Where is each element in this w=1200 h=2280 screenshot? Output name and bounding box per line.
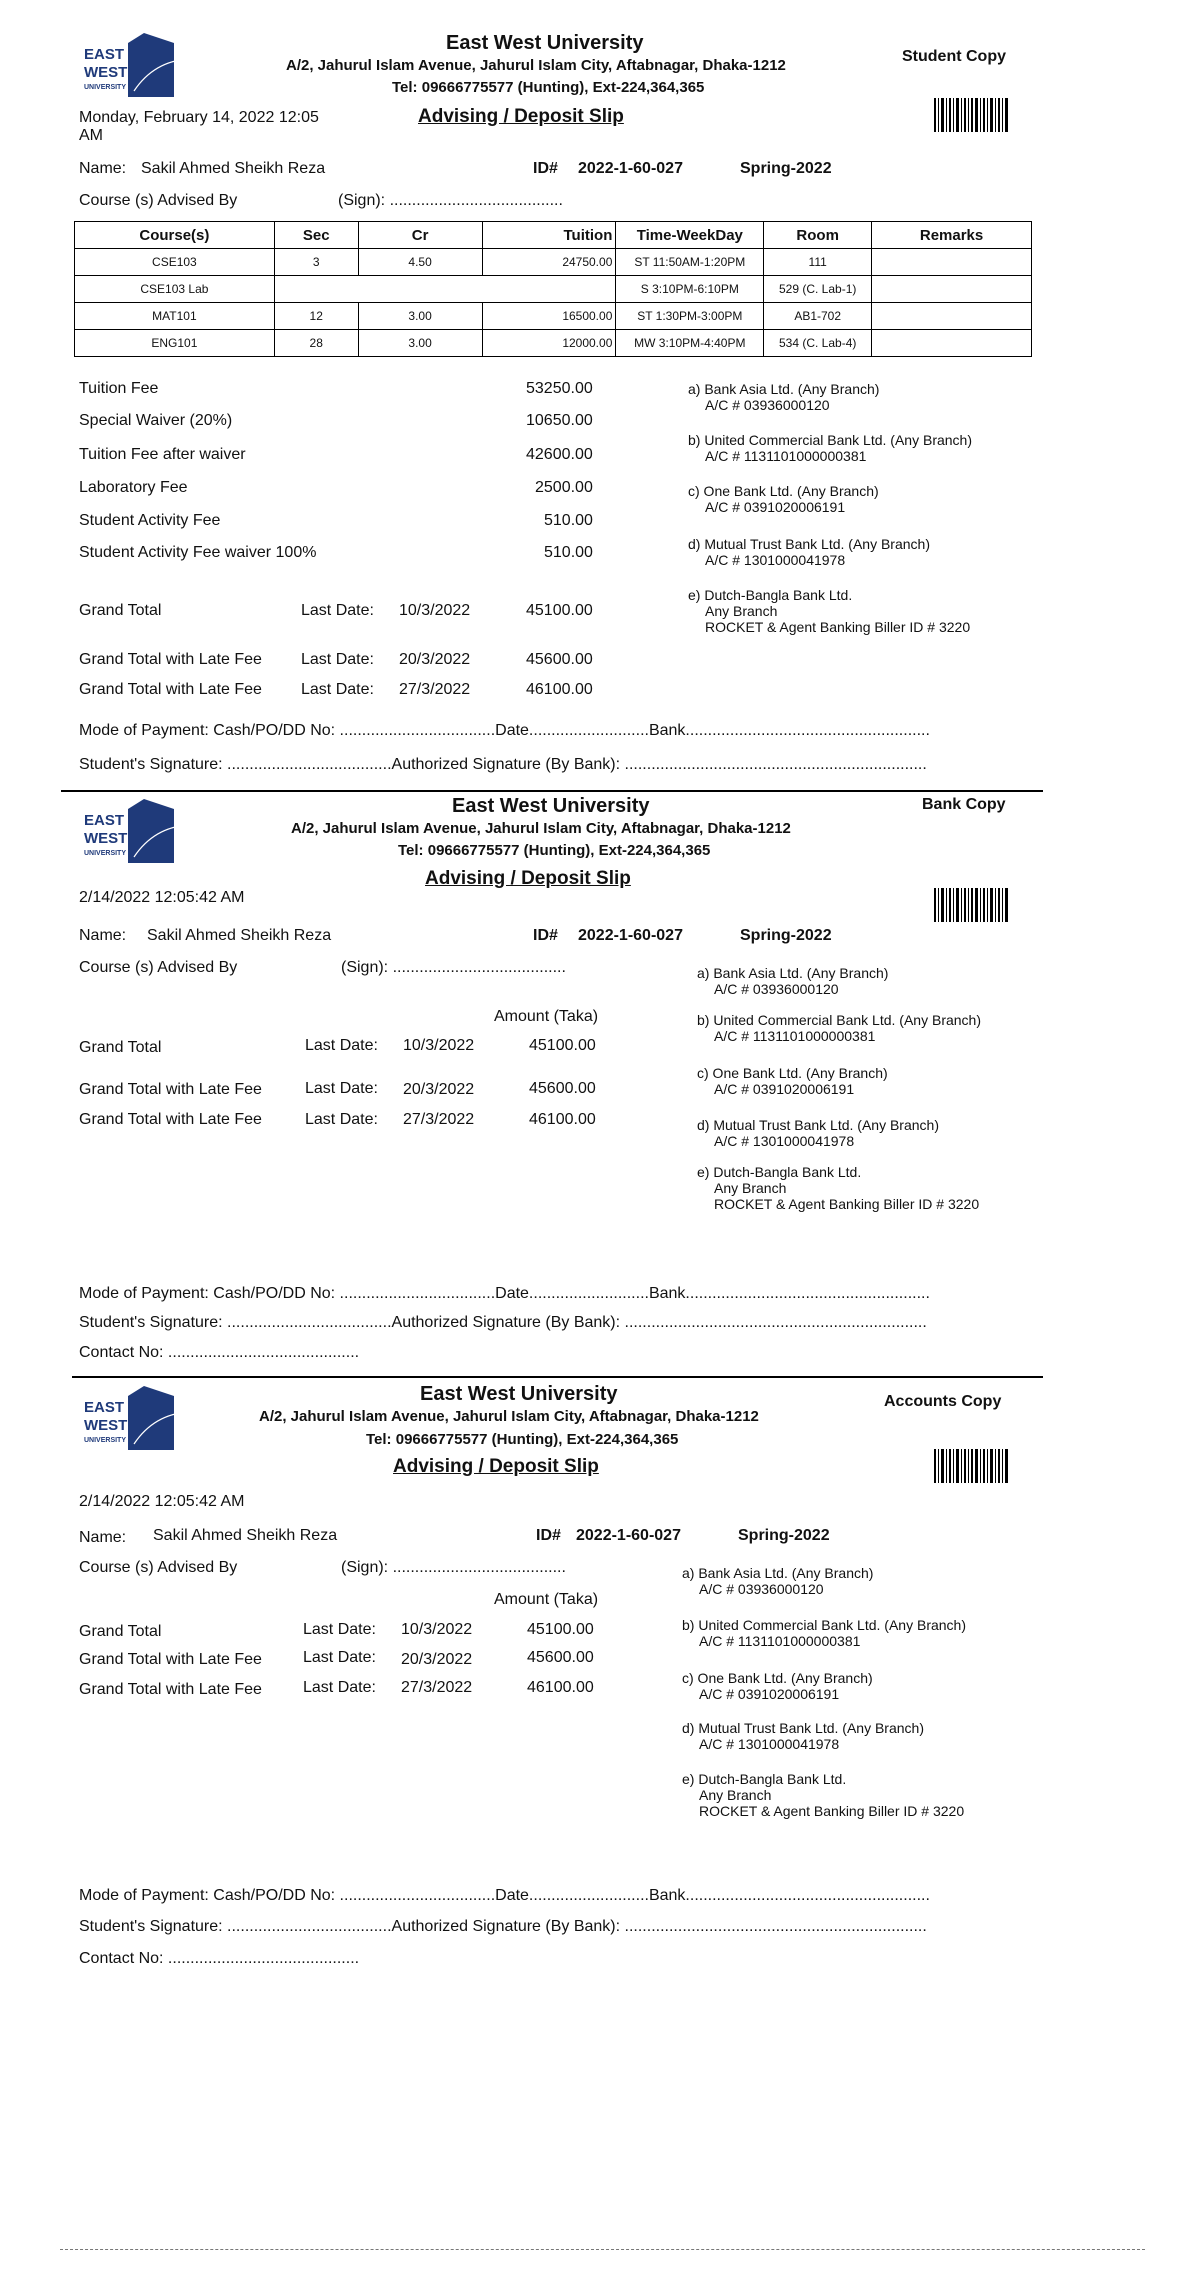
bank-account: A/C # 1131101000000381 [699, 1633, 861, 1649]
slip-title: Advising / Deposit Slip [418, 106, 624, 127]
page-cut-line [60, 2249, 1145, 2250]
fee-label: Laboratory Fee [79, 479, 188, 496]
table-cell: AB1-702 [764, 303, 872, 330]
bank-name: b) United Commercial Bank Ltd. (Any Branch) [688, 432, 972, 448]
signature-line: Student's Signature: .....................................Authorized Signature (By Bank): .................................................................... [79, 756, 927, 773]
bank-name: e) Dutch-Bangla Bank Ltd. [697, 1164, 862, 1180]
last-date: 27/3/2022 [399, 681, 471, 698]
table-cell: CSE103 Lab [75, 276, 275, 303]
svg-text:WEST: WEST [84, 830, 128, 847]
table-cell: 3 [274, 249, 358, 276]
university-name: East West University [452, 795, 650, 817]
bank-account: A/C # 0391020006191 [699, 1686, 840, 1702]
barcode-icon [934, 98, 1008, 132]
bank-name: c) One Bank Ltd. (Any Branch) [697, 1065, 888, 1081]
slip-date-ampm: AM [79, 127, 103, 144]
table-cell: 24750.00 [482, 249, 616, 276]
fee-amount: 42600.00 [526, 446, 593, 463]
bank-name: d) Mutual Trust Bank Ltd. (Any Branch) [697, 1117, 939, 1133]
last-date: 10/3/2022 [399, 602, 471, 619]
table-cell: 529 (C. Lab-1) [764, 276, 872, 303]
table-cell: CSE103 [75, 249, 275, 276]
fee-label: Student Activity Fee waiver 100% [79, 544, 317, 561]
contact-line: Contact No: ........................................... [79, 1950, 360, 1967]
total-label: Grand Total with Late Fee [79, 1111, 262, 1128]
last-date-label: Last Date: [303, 1649, 376, 1666]
fee-amount: 510.00 [544, 544, 593, 561]
name-label: Name: [79, 1529, 127, 1546]
bank-name: c) One Bank Ltd. (Any Branch) [682, 1670, 873, 1686]
slip-date: Monday, February 14, 2022 12:05 [79, 109, 319, 126]
last-date-label: Last Date: [305, 1037, 378, 1054]
advised-by-label: Course (s) Advised By [79, 959, 238, 976]
last-date-label: Last Date: [301, 651, 374, 668]
signature-line: Student's Signature: .....................................Authorized Signature (By Bank): .................................................................... [79, 1314, 927, 1331]
last-date-label: Last Date: [303, 1621, 376, 1638]
contact-line: Contact No: ........................................... [79, 1344, 360, 1361]
col-header: Course(s) [75, 222, 275, 249]
table-cell [872, 276, 1032, 303]
svg-text:UNIVERSITY: UNIVERSITY [84, 1437, 127, 1444]
fee-amount: 53250.00 [526, 380, 593, 397]
university-tel: Tel: 09666775577 (Hunting), Ext-224,364,365 [392, 79, 705, 96]
table-header-row [75, 222, 1032, 249]
signature-line: Student's Signature: .....................................Authorized Signature (By Bank): .................................................................... [79, 1918, 927, 1935]
bank-biller-id: ROCKET & Agent Banking Biller ID # 3220 [705, 619, 971, 635]
mode-of-payment-line: Mode of Payment: Cash/PO/DD No: ...................................Date...........................Bank....................................................... [79, 1887, 930, 1904]
university-address: A/2, Jahurul Islam Avenue, Jahurul Islam City, Aftabnagar, Dhaka-1212 [291, 820, 791, 837]
table-row [75, 330, 1032, 357]
fee-amount: 510.00 [544, 512, 593, 529]
table-cell [872, 303, 1032, 330]
table-cell [872, 330, 1032, 357]
student-name: Sakil Ahmed Sheikh Reza [153, 1527, 338, 1544]
copy-label: Student Copy [902, 48, 1006, 65]
total-label: Grand Total [79, 602, 162, 619]
table-cell-merged [274, 276, 616, 303]
bank-name: e) Dutch-Bangla Bank Ltd. [688, 587, 853, 603]
bank-account: A/C # 03936000120 [705, 397, 830, 413]
student-name: Sakil Ahmed Sheikh Reza [147, 927, 332, 944]
id-label: ID# [536, 1527, 561, 1544]
bank-branch: Any Branch [699, 1787, 772, 1803]
university-logo-icon [84, 797, 199, 869]
col-header: Room [764, 222, 872, 249]
barcode-icon [934, 1449, 1008, 1483]
university-address: A/2, Jahurul Islam Avenue, Jahurul Islam City, Aftabnagar, Dhaka-1212 [259, 1408, 759, 1425]
name-label: Name: [79, 927, 127, 944]
bank-name: a) Bank Asia Ltd. (Any Branch) [682, 1565, 874, 1581]
bank-name: a) Bank Asia Ltd. (Any Branch) [697, 965, 889, 981]
table-cell: S 3:10PM-6:10PM [616, 276, 764, 303]
total-amount: 46100.00 [527, 1679, 594, 1696]
bank-account: A/C # 1301000041978 [714, 1133, 855, 1149]
bank-account: A/C # 1301000041978 [705, 552, 846, 568]
university-logo-icon [84, 1384, 199, 1456]
bank-name: b) United Commercial Bank Ltd. (Any Branch) [697, 1012, 981, 1028]
amount-header: Amount (Taka) [494, 1591, 599, 1608]
barcode-icon [934, 888, 1008, 922]
university-tel: Tel: 09666775577 (Hunting), Ext-224,364,365 [398, 842, 711, 859]
table-cell: 3.00 [358, 303, 482, 330]
bank-account: A/C # 0391020006191 [705, 499, 846, 515]
section-divider [61, 790, 1043, 792]
last-date: 20/3/2022 [401, 1651, 473, 1668]
last-date: 20/3/2022 [403, 1081, 475, 1098]
total-label: Grand Total with Late Fee [79, 1681, 262, 1698]
bank-name: a) Bank Asia Ltd. (Any Branch) [688, 381, 880, 397]
last-date: 10/3/2022 [401, 1621, 473, 1638]
slip-title: Advising / Deposit Slip [393, 1456, 599, 1477]
bank-branch: Any Branch [705, 603, 778, 619]
total-amount: 45600.00 [529, 1080, 596, 1097]
advisor-sign-line: (Sign): ....................................... [341, 959, 566, 976]
total-amount: 45600.00 [527, 1649, 594, 1666]
bank-name: b) United Commercial Bank Ltd. (Any Branch) [682, 1617, 966, 1633]
last-date: 27/3/2022 [401, 1679, 473, 1696]
student-id: 2022-1-60-027 [578, 160, 683, 177]
table-cell: 28 [274, 330, 358, 357]
total-label: Grand Total with Late Fee [79, 1651, 262, 1668]
table-cell: MAT101 [75, 303, 275, 330]
fee-label: Student Activity Fee [79, 512, 221, 529]
col-header: Cr [358, 222, 482, 249]
table-cell: 534 (C. Lab-4) [764, 330, 872, 357]
bank-account: A/C # 1301000041978 [699, 1736, 840, 1752]
advised-by-label: Course (s) Advised By [79, 192, 238, 209]
table-cell: 12 [274, 303, 358, 330]
table-row [75, 276, 1032, 303]
table-cell: ENG101 [75, 330, 275, 357]
last-date-label: Last Date: [301, 681, 374, 698]
bank-account: A/C # 03936000120 [714, 981, 839, 997]
id-label: ID# [533, 927, 558, 944]
col-header: Tuition [482, 222, 616, 249]
university-name: East West University [420, 1383, 618, 1405]
university-name: East West University [446, 32, 644, 54]
total-amount: 46100.00 [529, 1111, 596, 1128]
total-amount: 46100.00 [526, 681, 593, 698]
table-row [75, 249, 1032, 276]
section-divider [72, 1376, 1043, 1378]
bank-account: A/C # 1131101000000381 [714, 1028, 876, 1044]
svg-text:WEST: WEST [84, 1417, 128, 1434]
bank-name: e) Dutch-Bangla Bank Ltd. [682, 1771, 847, 1787]
table-cell: ST 1:30PM-3:00PM [616, 303, 764, 330]
slip-date: 2/14/2022 12:05:42 AM [79, 1493, 245, 1510]
slip-date: 2/14/2022 12:05:42 AM [79, 889, 245, 906]
bank-biller-id: ROCKET & Agent Banking Biller ID # 3220 [714, 1196, 980, 1212]
last-date-label: Last Date: [303, 1679, 376, 1696]
total-label: Grand Total [79, 1623, 162, 1640]
table-cell: 16500.00 [482, 303, 616, 330]
student-name: Sakil Ahmed Sheikh Reza [141, 160, 326, 177]
copy-label: Accounts Copy [884, 1393, 1002, 1410]
table-cell: 3.00 [358, 330, 482, 357]
total-amount: 45100.00 [529, 1037, 596, 1054]
bank-account: A/C # 0391020006191 [714, 1081, 855, 1097]
bank-name: c) One Bank Ltd. (Any Branch) [688, 483, 879, 499]
table-row [75, 303, 1032, 330]
bank-name: d) Mutual Trust Bank Ltd. (Any Branch) [682, 1720, 924, 1736]
fee-label: Tuition Fee after waiver [79, 446, 246, 463]
svg-text:EAST: EAST [84, 46, 125, 63]
col-header: Remarks [872, 222, 1032, 249]
table-cell: ST 11:50AM-1:20PM [616, 249, 764, 276]
svg-text:UNIVERSITY: UNIVERSITY [84, 84, 127, 91]
table-cell [872, 249, 1032, 276]
table-cell: 12000.00 [482, 330, 616, 357]
svg-text:EAST: EAST [84, 812, 125, 829]
university-logo-icon [84, 31, 199, 103]
advisor-sign-line: (Sign): ....................................... [341, 1559, 566, 1576]
last-date-label: Last Date: [305, 1080, 378, 1097]
fee-label: Special Waiver (20%) [79, 412, 233, 429]
last-date-label: Last Date: [301, 602, 374, 619]
bank-name: d) Mutual Trust Bank Ltd. (Any Branch) [688, 536, 930, 552]
bank-branch: Any Branch [714, 1180, 787, 1196]
student-id: 2022-1-60-027 [576, 1527, 681, 1544]
fee-amount: 10650.00 [526, 412, 593, 429]
total-label: Grand Total with Late Fee [79, 651, 262, 668]
mode-of-payment-line: Mode of Payment: Cash/PO/DD No: ...................................Date...........................Bank....................................................... [79, 722, 930, 739]
semester: Spring-2022 [740, 927, 832, 944]
svg-text:WEST: WEST [84, 64, 128, 81]
semester: Spring-2022 [740, 160, 832, 177]
total-label: Grand Total [79, 1039, 162, 1056]
total-label: Grand Total with Late Fee [79, 1081, 262, 1098]
copy-label: Bank Copy [922, 796, 1006, 813]
advisor-sign-line: (Sign): ....................................... [338, 192, 563, 209]
col-header: Sec [274, 222, 358, 249]
total-label: Grand Total with Late Fee [79, 681, 262, 698]
slip-title: Advising / Deposit Slip [425, 868, 631, 889]
total-amount: 45100.00 [527, 1621, 594, 1638]
semester: Spring-2022 [738, 1527, 830, 1544]
svg-text:UNIVERSITY: UNIVERSITY [84, 850, 127, 857]
university-tel: Tel: 09666775577 (Hunting), Ext-224,364,365 [366, 1431, 679, 1448]
university-address: A/2, Jahurul Islam Avenue, Jahurul Islam City, Aftabnagar, Dhaka-1212 [286, 57, 786, 74]
fee-label: Tuition Fee [79, 380, 159, 397]
bank-account: A/C # 03936000120 [699, 1581, 824, 1597]
last-date-label: Last Date: [305, 1111, 378, 1128]
advised-by-label: Course (s) Advised By [79, 1559, 238, 1576]
name-label: Name: [79, 160, 127, 177]
svg-text:EAST: EAST [84, 1399, 125, 1416]
student-id: 2022-1-60-027 [578, 927, 683, 944]
id-label: ID# [533, 160, 558, 177]
course-table [74, 221, 1032, 357]
col-header: Time-WeekDay [616, 222, 764, 249]
table-cell: MW 3:10PM-4:40PM [616, 330, 764, 357]
last-date: 20/3/2022 [399, 651, 471, 668]
table-cell: 4.50 [358, 249, 482, 276]
amount-header: Amount (Taka) [494, 1008, 599, 1025]
table-cell: 111 [764, 249, 872, 276]
bank-account: A/C # 1131101000000381 [705, 448, 867, 464]
bank-biller-id: ROCKET & Agent Banking Biller ID # 3220 [699, 1803, 965, 1819]
last-date: 27/3/2022 [403, 1111, 475, 1128]
last-date: 10/3/2022 [403, 1037, 475, 1054]
fee-amount: 2500.00 [535, 479, 593, 496]
total-amount: 45600.00 [526, 651, 593, 668]
total-amount: 45100.00 [526, 602, 593, 619]
mode-of-payment-line: Mode of Payment: Cash/PO/DD No: ...................................Date...........................Bank....................................................... [79, 1285, 930, 1302]
